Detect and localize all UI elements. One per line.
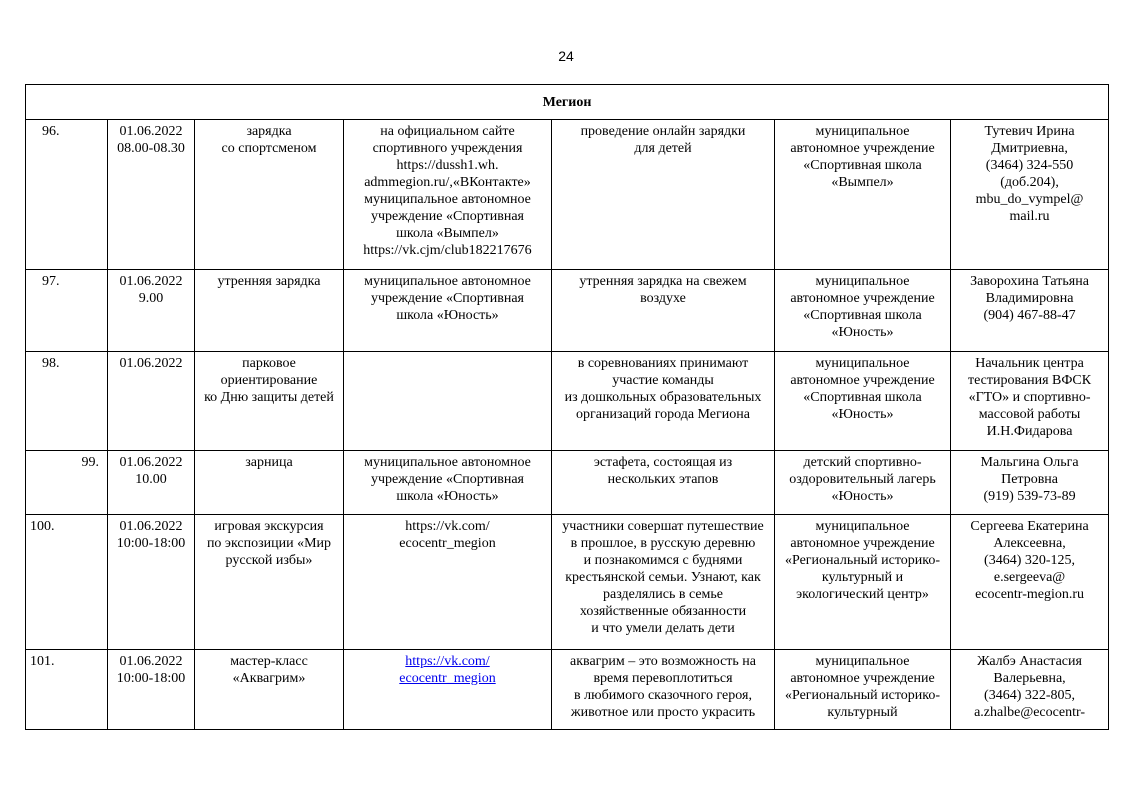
event-organizer: муниципальное автономное учреждение «Региональный историко- культурный bbox=[775, 650, 951, 730]
row-number: 98. bbox=[26, 352, 108, 451]
event-title: парковое ориентирование ко Дню защиты детей bbox=[195, 352, 344, 451]
event-contact: Начальник центра тестирования ВФСК «ГТО» и спортивно- массовой работы И.Н.Фидарова bbox=[951, 352, 1109, 451]
table-row bbox=[26, 650, 1109, 730]
row-number: 96. bbox=[26, 120, 108, 270]
event-date: 01.06.2022 9.00 bbox=[108, 270, 195, 352]
table-row bbox=[26, 352, 1109, 451]
event-description: участники совершат путешествие в прошлое, в русскую деревню и познакомимся с буднями крестьянской семьи. Узнают, как разделялись в семье хозяйственные обязанности и что умели делать дети bbox=[552, 515, 775, 650]
event-description: утренняя зарядка на свежем воздухе bbox=[552, 270, 775, 352]
row-number: 99. bbox=[26, 451, 108, 515]
vk-link[interactable]: https://vk.com/ ecocentr_megion bbox=[399, 654, 496, 686]
event-description: проведение онлайн зарядки для детей bbox=[552, 120, 775, 270]
table-row bbox=[26, 270, 1109, 352]
event-date: 01.06.2022 10:00-18:00 bbox=[108, 650, 195, 730]
table-row bbox=[26, 120, 1109, 270]
event-contact: Заворохина Татьяна Владимировна (904) 467-88-47 bbox=[951, 270, 1109, 352]
event-place: https://vk.com/ ecocentr_megion bbox=[344, 515, 552, 650]
event-description: эстафета, состоящая из нескольких этапов bbox=[552, 451, 775, 515]
event-description: в соревнованиях принимают участие команды из дошкольных образовательных организаций города Мегиона bbox=[552, 352, 775, 451]
event-organizer: муниципальное автономное учреждение «Спортивная школа «Юность» bbox=[775, 270, 951, 352]
city-name: Мегион bbox=[26, 85, 1109, 120]
event-organizer: детский спортивно- оздоровительный лагерь «Юность» bbox=[775, 451, 951, 515]
row-number: 101. bbox=[26, 650, 108, 730]
event-place: муниципальное автономное учреждение «Спортивная школа «Юность» bbox=[344, 270, 552, 352]
event-organizer: муниципальное автономное учреждение «Региональный историко- культурный и экологический центр» bbox=[775, 515, 951, 650]
city-header-row bbox=[26, 85, 1109, 120]
event-contact: Тутевич Ирина Дмитриевна, (3464) 324-550 (доб.204), mbu_do_vympel@ mail.ru bbox=[951, 120, 1109, 270]
event-contact: Мальгина Ольга Петровна (919) 539-73-89 bbox=[951, 451, 1109, 515]
event-date: 01.06.2022 10.00 bbox=[108, 451, 195, 515]
event-place: муниципальное автономное учреждение «Спортивная школа «Юность» bbox=[344, 451, 552, 515]
event-organizer: муниципальное автономное учреждение «Спортивная школа «Юность» bbox=[775, 352, 951, 451]
event-description: аквагрим – это возможность на время перевоплотиться в любимого сказочного героя, животное или просто украсить bbox=[552, 650, 775, 730]
event-title: зарница bbox=[195, 451, 344, 515]
page-number: 24 bbox=[558, 48, 574, 64]
event-title: зарядка со спортсменом bbox=[195, 120, 344, 270]
event-organizer: муниципальное автономное учреждение «Спортивная школа «Вымпел» bbox=[775, 120, 951, 270]
table-row bbox=[26, 451, 1109, 515]
row-number: 100. bbox=[26, 515, 108, 650]
event-title: игровая экскурсия по экспозиции «Мир русской избы» bbox=[195, 515, 344, 650]
event-date: 01.06.2022 10:00-18:00 bbox=[108, 515, 195, 650]
event-place: на официальном сайте спортивного учреждения https://dussh1.wh. admmegion.ru/,«ВКонтакте» муниципальное автономное учреждение «Спортивная школа «Вымпел» https://vk.cjm/club182217676 bbox=[344, 120, 552, 270]
event-title: утренняя зарядка bbox=[195, 270, 344, 352]
table-row bbox=[26, 515, 1109, 650]
event-contact: Жалбэ Анастасия Валерьевна, (3464) 322-805, a.zhalbe@ecocentr- bbox=[951, 650, 1109, 730]
row-number: 97. bbox=[26, 270, 108, 352]
events-table bbox=[25, 84, 1109, 730]
event-place bbox=[344, 650, 552, 730]
event-place bbox=[344, 352, 552, 451]
event-contact: Сергеева Екатерина Алексеевна, (3464) 320-125, e.sergeeva@ ecocentr-megion.ru bbox=[951, 515, 1109, 650]
event-date: 01.06.2022 bbox=[108, 352, 195, 451]
event-title: мастер-класс «Аквагрим» bbox=[195, 650, 344, 730]
event-date: 01.06.2022 08.00-08.30 bbox=[108, 120, 195, 270]
